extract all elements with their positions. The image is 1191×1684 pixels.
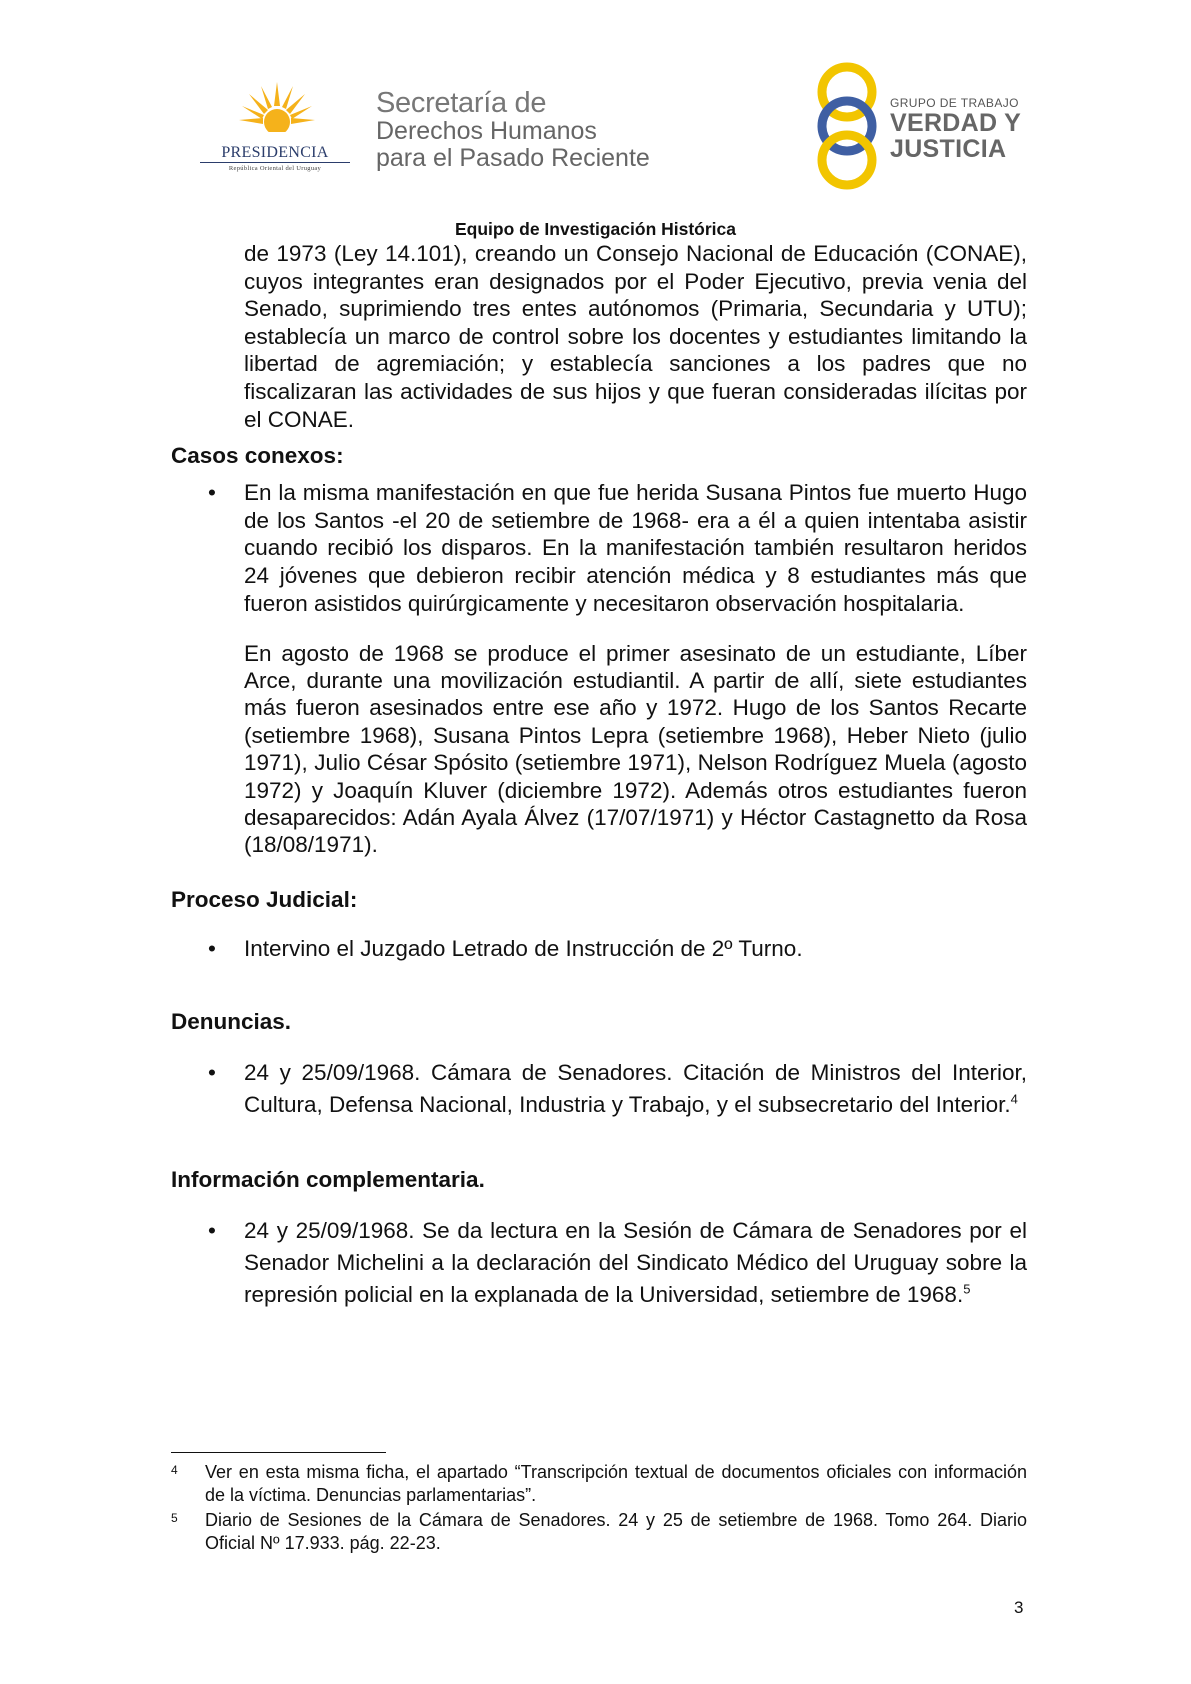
- page-header: [0, 0, 1191, 239]
- presidencia-logo: [195, 80, 355, 180]
- section-heading-denuncias: Denuncias.: [171, 1008, 292, 1034]
- informacion-text: 24 y 25/09/1968. Se da lectura en la Sesión de Cámara de Senadores por el Senador Michelini a la declaración del Sindicato Médico del Uruguay sobre la represión policial en la explanada de la Universidad, setiembre de 1968.: [244, 1217, 1027, 1307]
- presidencia-subtitle: República Oriental del Uruguay: [228, 165, 322, 172]
- page-number: 3: [1014, 1598, 1024, 1617]
- denuncias-text: 24 y 25/09/1968. Cámara de Senadores. Citación de Ministros del Interior, Cultura, Defensa Nacional, Industria y Trabajo, y el subsecretario del Interior.: [244, 1059, 1027, 1117]
- intro-paragraph: de 1973 (Ley 14.101), creando un Consejo Nacional de Educación (CONAE), cuyos integrantes eran designados por el Poder Ejecutivo, previa venia del Senado, suprimiendo tres entes autónomos (Primaria, Secundaria y UTU); establecía un marco de control sobre los docentes y estudiantes limitando la libertad de agremiación; y establecía sanciones a los padres que no fiscalizaran las actividades de sus hijos y que fueran consideradas ilícitas por el CONAE.: [244, 241, 1027, 432]
- presidencia-rule: [200, 162, 350, 163]
- grupo-title: [890, 110, 1021, 162]
- section-heading-proceso: Proceso Judicial:: [171, 886, 358, 912]
- document-body: [171, 240, 1027, 1333]
- footnote: [171, 1509, 1027, 1555]
- sun-emblem-icon: [237, 80, 317, 140]
- footnote-ref[interactable]: 4: [1010, 1091, 1018, 1107]
- footnote: [171, 1461, 1027, 1507]
- linked-rings-icon: [812, 62, 882, 190]
- footnote-number: 4: [171, 1463, 178, 1477]
- casos-paragraph: En agosto de 1968 se produce el primer asesinato de un estudiante, Líber Arce, durante una movilización estudiantil. A partir de allí, siete estudiantes más fueron asesinados entre ese año y 1972. Hugo de los Santos Recarte (setiembre 1968), Susana Pintos Lepra (setiembre 1968), Heber Nieto (julio 1971), Julio César Spósito (setiembre 1971), Nelson Rodríguez Muela (agosto 1972) y Joaquín Kluver (diciembre 1972). Además otros estudiantes fueron desaparecidos: Adán Ayala Álvez (17/07/1971) y Héctor Castagnetto da Rosa (18/08/1971).: [244, 640, 1027, 858]
- grupo-title-line-2: JUSTICIA: [890, 135, 1007, 163]
- section-heading-informacion: Información complementaria.: [171, 1166, 485, 1192]
- footnote-separator: [171, 1452, 386, 1453]
- footnote-text: Ver en esta misma ficha, el apartado “Transcripción textual de documentos oficiales con información de la víctima. Denuncias parlamentarias”.: [205, 1462, 1027, 1505]
- list-item: • Intervino el Juzgado Letrado de Instrucción de 2º Turno.: [244, 935, 1027, 963]
- secretaria-logo: [376, 88, 696, 172]
- section-heading-casos: Casos conexos:: [171, 443, 344, 469]
- grupo-verdad-justicia-logo: [812, 62, 1032, 190]
- footnote-number: 5: [171, 1511, 178, 1525]
- list-item: • En la misma manifestación en que fue herida Susana Pintos fue muerto Hugo de los Santos -el 20 de setiembre de 1968- era a él a quien intentaba asistir cuando recibió los disparos. En la manifestación también resultaron heridos 24 jóvenes que debieron recibir atención médica y 8 estudiantes más que fueron asistidos quirúrgicamente y necesitaron observación hospitalaria.: [244, 479, 1027, 617]
- secretaria-line-3: para el Pasado Reciente: [376, 144, 650, 172]
- secretaria-line-1: Secretaría de: [376, 87, 547, 119]
- footnote-ref[interactable]: 5: [963, 1281, 971, 1297]
- secretaria-line-2: Derechos Humanos: [376, 117, 597, 145]
- footnote-text: Diario de Sesiones de la Cámara de Senadores. 24 y 25 de setiembre de 1968. Tomo 264. Diario Oficial Nº 17.933. pág. 22-23.: [205, 1510, 1027, 1553]
- presidencia-name: PRESIDENCIA: [221, 144, 329, 161]
- list-item: [244, 1215, 1027, 1311]
- list-item: [244, 1057, 1027, 1121]
- grupo-title-line-1: VERDAD Y: [890, 109, 1022, 137]
- grupo-small-label: GRUPO DE TRABAJO: [890, 96, 1019, 110]
- team-title: Equipo de Investigación Histórica: [454, 219, 737, 239]
